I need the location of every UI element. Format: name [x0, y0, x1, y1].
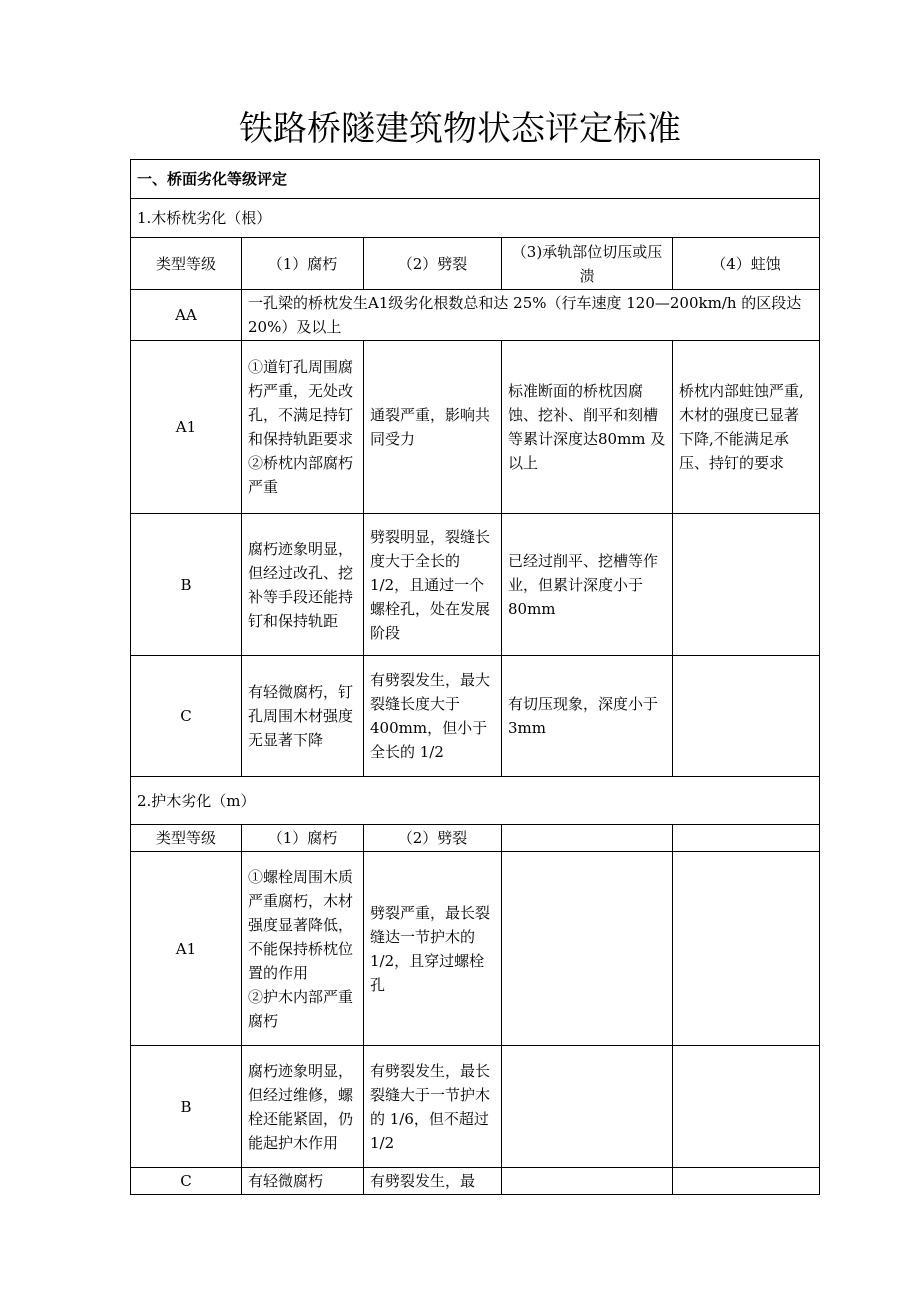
insect-cell — [673, 656, 820, 777]
document-title: 铁路桥隧建筑物状态评定标准 — [239, 109, 681, 149]
grade-cell: C — [131, 656, 242, 777]
header-grade: 类型等级 — [131, 825, 242, 852]
table-row — [131, 341, 820, 514]
table-row — [131, 514, 820, 656]
crush-cell: 有切压现象，深度小于 3mm — [502, 656, 673, 777]
grade-cell: A1 — [131, 341, 242, 514]
split-cell: 劈裂严重，最长裂缝达一节护木的 1/2，且穿过螺栓孔 — [364, 852, 502, 1046]
split-cell: 通裂严重，影响共同受力 — [364, 341, 502, 514]
header-crush: （3)承轨部位切压或压溃 — [502, 238, 673, 290]
section-header-row — [131, 160, 820, 199]
header-split: （2）劈裂 — [364, 825, 502, 852]
grade-cell: A1 — [131, 852, 242, 1046]
grade-cell: B — [131, 514, 242, 656]
header-grade: 类型等级 — [131, 238, 242, 290]
column-header-row — [131, 825, 820, 852]
empty-cell — [673, 1046, 820, 1168]
grade-cell: B — [131, 1046, 242, 1168]
split-cell: 有劈裂发生，最大裂缝长度大于400mm，但小于全长的 1/2 — [364, 656, 502, 777]
decay-cell: 有轻微腐朽，钉孔周围木材强度无显著下降 — [242, 656, 364, 777]
table-row — [131, 852, 820, 1046]
empty-cell — [502, 852, 673, 1046]
empty-cell — [673, 1168, 820, 1195]
table-row — [131, 656, 820, 777]
crush-cell: 已经过削平、挖槽等作业，但累计深度小于 80mm — [502, 514, 673, 656]
decay-cell: 有轻微腐朽 — [242, 1168, 364, 1195]
header-empty — [502, 825, 673, 852]
split-cell: 有劈裂发生，最长裂缝大于一节护木的 1/6，但不超过 1/2 — [364, 1046, 502, 1168]
decay-cell: ①道钉孔周围腐朽严重，无处改孔，不满足持钉和保持轨距要求②桥枕内部腐朽严重 — [242, 341, 364, 514]
header-decay: （1）腐朽 — [242, 238, 364, 290]
section-heading: 一、桥面劣化等级评定 — [131, 160, 820, 199]
split-cell: 劈裂明显，裂缝长度大于全长的1/2，且通过一个螺栓孔，处在发展阶段 — [364, 514, 502, 656]
part-header-row — [131, 199, 820, 238]
part2-heading: 2.护木劣化（m） — [131, 777, 820, 825]
empty-cell — [673, 852, 820, 1046]
aa-description: 一孔梁的桥枕发生A1级劣化根数总和达 25%（行车速度 120—200km/h 的区段达 20%）及以上 — [242, 290, 820, 341]
header-insect: （4）蛀蚀 — [673, 238, 820, 290]
crush-cell: 标准断面的桥枕因腐蚀、挖补、削平和刻槽等累计深度达80mm 及以上 — [502, 341, 673, 514]
column-header-row — [131, 238, 820, 290]
empty-cell — [502, 1168, 673, 1195]
grade-cell: AA — [131, 290, 242, 341]
header-empty — [673, 825, 820, 852]
split-cell: 有劈裂发生，最 — [364, 1168, 502, 1195]
insect-cell — [673, 514, 820, 656]
table-row — [131, 1046, 820, 1168]
decay-text-1: ①螺栓周围木质严重腐朽，木材强度显著降低，不能保持桥枕位置的作用 — [248, 867, 354, 982]
header-decay: （1）腐朽 — [242, 825, 364, 852]
decay-cell — [242, 852, 364, 1046]
decay-text-2: ②护木内部严重腐朽 — [248, 987, 354, 1030]
decay-cell: 腐朽迹象明显，但经过维修，螺栓还能紧固，仍能起护木作用 — [242, 1046, 364, 1168]
part-header-row — [131, 777, 820, 825]
table-row — [131, 1168, 820, 1195]
grade-cell: C — [131, 1168, 242, 1195]
table-row — [131, 290, 820, 341]
part1-heading: 1.木桥枕劣化（根） — [131, 199, 820, 238]
decay-cell: 腐朽迹象明显，但经过改孔、挖补等手段还能持钉和保持轨距 — [242, 514, 364, 656]
empty-cell — [502, 1046, 673, 1168]
evaluation-table — [130, 159, 820, 1195]
header-split: （2）劈裂 — [364, 238, 502, 290]
insect-cell: 桥枕内部蛀蚀严重,木材的强度已显著下降,不能满足承压、持钉的要求 — [673, 341, 820, 514]
